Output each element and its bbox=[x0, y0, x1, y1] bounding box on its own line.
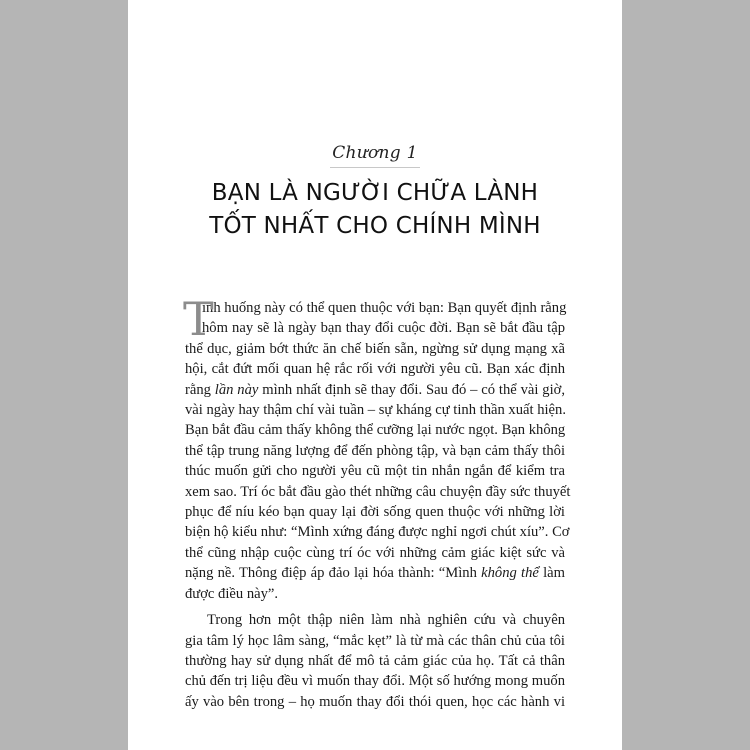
text-fragment: nặng nề. Thông điệp áp đảo lại hóa thành: “Mình bbox=[185, 565, 477, 582]
text-line: biện hộ kiểu như: “Mình xứng đáng được nghỉ ngơi chút xíu”. Cơ bbox=[185, 524, 570, 541]
chapter-title bbox=[128, 177, 622, 243]
text-line bbox=[185, 380, 565, 400]
text-fragment: làm bbox=[543, 565, 565, 582]
italic-emphasis: không thể bbox=[481, 565, 539, 582]
chapter-divider bbox=[330, 167, 420, 168]
text-fragment: rằng bbox=[185, 381, 211, 398]
text-line: hôm nay sẽ là ngày bạn thay đổi cuộc đời. Bạn sẽ bắt đầu tập bbox=[202, 320, 565, 337]
text-line: Bạn bắt đầu cảm thấy không thể cưỡng lại nước ngọt. Bạn không bbox=[185, 422, 566, 439]
chapter-label: Chương 1 bbox=[332, 143, 418, 163]
body-text bbox=[183, 292, 571, 712]
text-line: thúc muốn gửi cho người yêu cũ một tin nhắn ngắn để kiểm tra bbox=[185, 463, 565, 480]
chapter-title-line-2: TỐT NHẤT CHO CHÍNH MÌNH bbox=[209, 213, 541, 239]
text-line: gia tâm lý học lâm sàng, “mắc kẹt” là từ mà các thân chủ của tôi bbox=[185, 632, 565, 649]
text-line: thường hay sử dụng nhất để mô tả cảm giác của họ. Tất cả thân bbox=[185, 652, 565, 669]
text-line: ấy vào bên trong – họ muốn thay đổi thói quen, học các hành vi bbox=[185, 693, 565, 710]
text-line: thể cũng nhập cuộc cùng trí óc với những cảm giác kiệt sức và bbox=[185, 544, 565, 561]
text-line: Trong hơn một thập niên làm nhà nghiên cứu và chuyên bbox=[207, 612, 565, 629]
text-line: được điều này”. bbox=[185, 585, 279, 602]
text-line: vài ngày hay thậm chí vài tuần – sự kháng cự tinh thần xuất hiện. bbox=[185, 402, 566, 419]
chapter-title-line-1: BẠN LÀ NGƯỜI CHỮA LÀNH bbox=[211, 180, 539, 206]
text-line: thể dục, giảm bớt thức ăn chế biến sẵn, ngừng sử dụng mạng xã bbox=[185, 340, 565, 357]
text-line: phục để níu kéo bạn quay lại đời sống quen thuộc với những lời bbox=[185, 504, 565, 521]
text-line: chủ đến trị liệu đều vì muốn thay đổi. Một số hướng mong muốn bbox=[185, 673, 565, 690]
book-page bbox=[128, 0, 622, 750]
italic-emphasis: lần này bbox=[214, 381, 259, 398]
text-line: hội, cắt đứt mối quan hệ rắc rối với người yêu cũ. Bạn xác định bbox=[185, 361, 565, 378]
text-line bbox=[185, 563, 565, 583]
drop-cap: T bbox=[183, 292, 214, 346]
text-line: xem sao. Trí óc bắt đầu gào thét những câu chuyện đầy sức thuyết bbox=[185, 483, 571, 500]
text-fragment: mình nhất định sẽ thay đổi. Sau đó – có thể vài giờ, bbox=[262, 381, 565, 398]
text-line: ình huống này có thể quen thuộc với bạn: Bạn quyết định rằng bbox=[202, 300, 567, 316]
text-line: thể tập trung năng lượng để đến phòng tập, và bạn cảm thấy thôi bbox=[185, 442, 565, 459]
